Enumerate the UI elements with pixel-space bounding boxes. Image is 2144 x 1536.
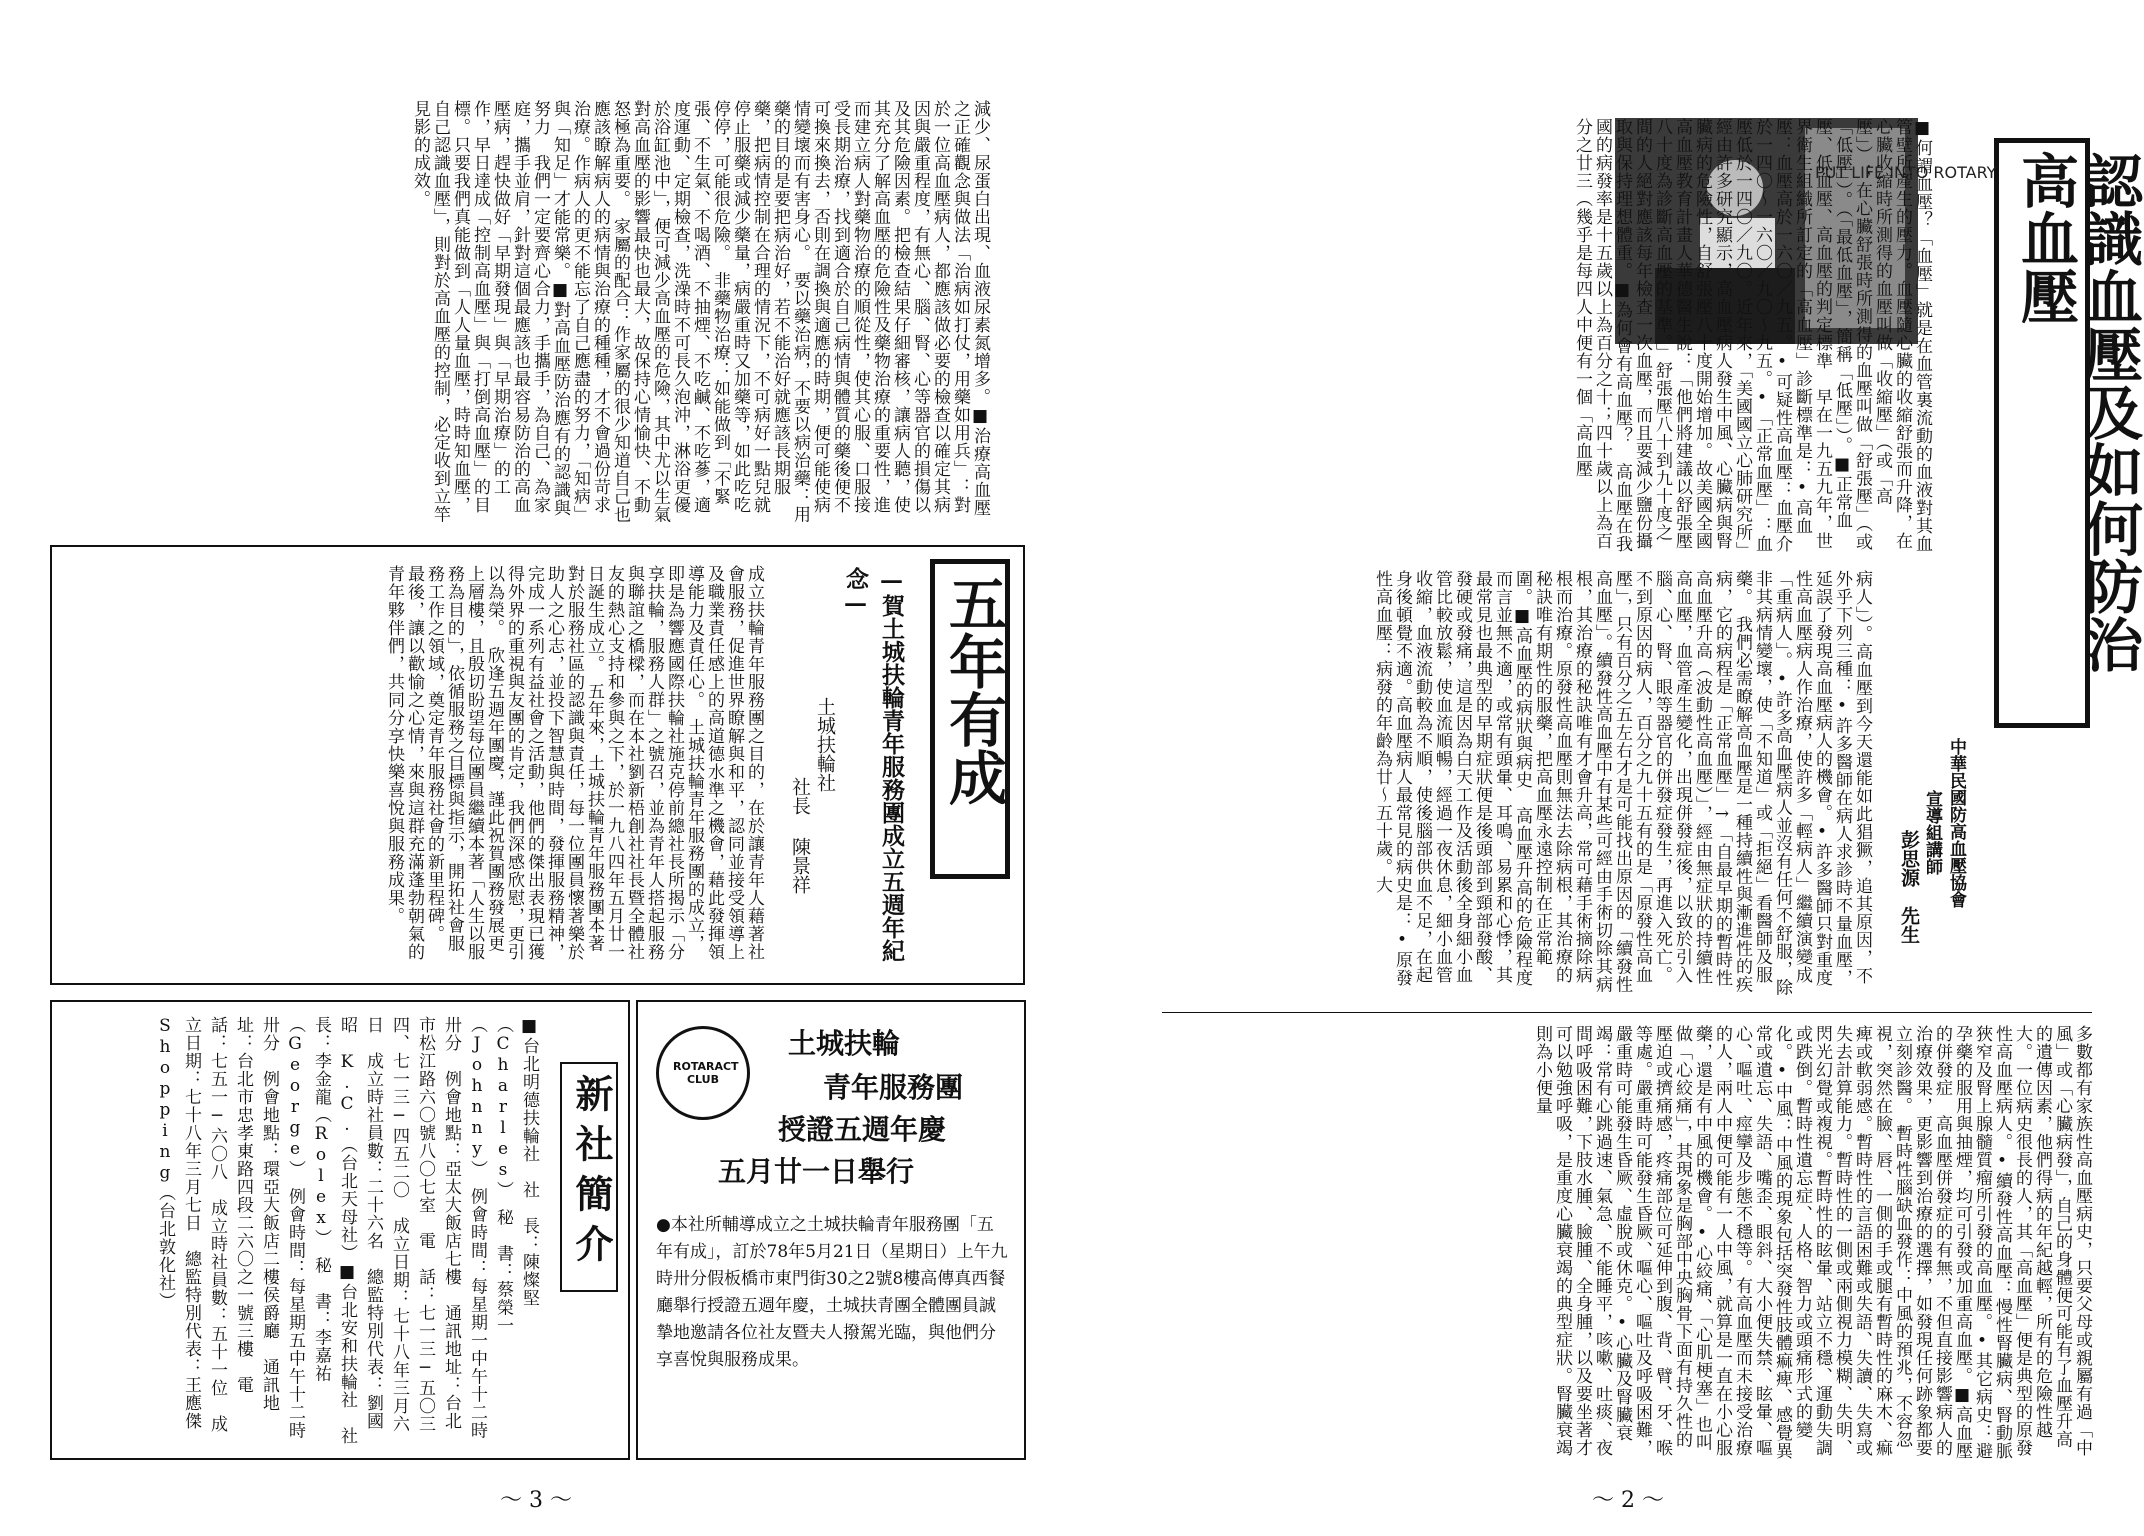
notice-title-1: 土城扶輪: [788, 1027, 901, 1060]
new-clubs-box: [50, 1000, 630, 1463]
feature-byline-club: 土城扶輪社: [814, 697, 836, 792]
feature-subtitle: —賀土城扶輪青年服務團成立五週年紀念—: [842, 567, 905, 962]
article-middle-text: 病人」）。高血壓到今天還能如此猖獗，追其原因，不外乎下列三種：•許多醫師在病人求診時不量血壓，延誤了發現高血壓病人的機會。•許多醫師只對重度性高血壓病人作治療，使許多「輕病人」繼續演變成「重病人」。•許多高血壓病人並沒有任何不舒服，除非其病情變壞，使「不知道」或「拒絕」看醫師及服藥。 我們必需瞭解高血壓是一種持續性與漸進性的疾病，它的病程是「正常血壓」→「自最早期的暫時性高血壓升高（波動性高血壓）」，經由無症狀的持續性高血壓，血管產生變化，出現併發症後，以致於引入腦、心、腎、眼等器官的併發症發生，再進入死亡。 不到原因的病人，百分之九十五有的是「原發性高血壓」，只有百分之五左右才是可能找出原因的「續發性高血壓」。續發性高血壓中有某些可經由手術切除其病根，其治療的秘訣唯有才會升高，常可藉手術摘除病根而治療。原發性高血壓則無法去除病根，其治療的秘訣唯有期性的服藥，把高血壓永遠控制在正常範圍。■高血壓的病狀與病史 高血壓升高的危險程度而言並無不適，或常有頭暈、耳鳴、易累和心悸，其最常見也最典型的早期症狀便是後頭部到頸部發酸、發硬或發痛，這是因為白天工作及活動後全身細小血管比較放鬆，使血流順暢，經過一夜休息，細小血管收縮，血液流動較為不順，使後腦部供血不足，在起身後頓覺不適。高血壓病人最常見的病史是：•原發性高血壓：病發的年齡為廿～五十歲。大: [1372, 570, 1872, 997]
new-clubs-heading-box: [560, 1062, 618, 1292]
new-clubs-text: ■台北明德扶輪社 社 長：陳燦堅（Charles） 秘 書：蔡榮一（Johnny） 例會時間：每星期一中午十二時卅分 例會地點：亞太大飯店七樓 通訊地址：台北市松江路六〇號八〇七室 電 話：七一三─五〇三四、七一三─四五二〇 成立日期：七十八年三月六日 成立時社員數：二十六名 總監特別代表：劉國昭 K.C.（台北天母社）■台北安和扶輪社 社 長：李金龍（Rolex） 秘 書：李嘉祐（George） 例會時間：每星期五中午十二時卅分 例會地點：環亞大飯店二樓侯爵廳 通訊地址：台北市忠孝東路四段二六〇之一號三樓 電 話：七五一─六〇八 成立時社員數：五十一位 成立日期：七十八年三月七日 總監特別代表：王應傑 Shopping（台北敦化社）: [155, 1016, 539, 1463]
article-title: 認識血壓及如何防治高血壓: [2011, 151, 2143, 673]
feature-text: 成立扶輪青年服務團之目的，在於讓青年人藉著社會服務，促進世界瞭解與和平，認同並接受領導上及職業責任感上的高道德水準之機會，藉此發揮領導能力及責任心。 土城扶輪青年服務團的成立，即是為響應國際扶輪社施克停前總社長所揭示「分享扶輪，服務人群」之號召，並為青年人搭起服務與聯誼之橋樑，而在本社劉新梧創社社長暨全體社友的熱心支持和參與之下，於一九八四年五月廿一日誕生成立。 五年來，土城扶輪青年服務團本著對於服務社區的認識與責任，每一位團員懷著樂於助人之心志，並投下智慧與時間，發揮服務精神，完成一系列有益社會之活動，他們的傑出表現已獲得外界的重視與友團的肯定，我們深感欣慰，更引以為榮。 欣逢五週年團慶，謹此祝賀團務發展更上層樓，且殷切盼望每位團員繼續本著「人生以服務為目的」，依循服務之目標與指示，開拓社會服務工作之領域，奠定青年服務社會的新里程碑。 最後，讓以歡愉之心情，來與這群充滿蓬勃朝氣的青年夥伴們，共同分享快樂喜悅與服務成果。: [384, 565, 764, 961]
page-two: [1072, 0, 2144, 1536]
notice-title-4: 五月廿一日舉行: [718, 1155, 915, 1188]
feature-title-box: [930, 559, 1010, 879]
notice-title-2: 青年服務團: [823, 1071, 964, 1104]
rotaract-logo-text: ROTARACT CLUB: [673, 1060, 739, 1086]
author-name: 彭思源 先生: [1898, 830, 1920, 944]
title-box: [1994, 138, 2143, 728]
feature-box: [50, 545, 1025, 985]
rotaract-logo: [656, 1026, 750, 1120]
page-number: ～ 3 ～: [500, 1488, 572, 1513]
notice-body: ●本社所輔導成立之土城扶輪青年服務團「五年有成」，訂於78年5月21日（星期日）上午九時卅分假板橋市東門街30之2號8樓高傳真西餐廳舉行授證五週年慶，土城扶青團全體團員誠摯地邀請各位社友暨夫人撥駕光臨，與他們分享喜悅與服務成果。: [656, 1215, 1008, 1370]
article-continued-text: 減少、尿蛋白出現、血液尿素氮增多。■治療高血壓之正確觀念與做法「治病如打仗，用藥如用兵」：對於一位高血壓病人，都應該做必要的檢查以確定其病因與嚴重程度，有無心、腦、腎、心等器官的損傷以及其危險因素。把檢查結果仔細審核，讓病人聽，使其充分了解高血壓的危險性及藥物治療的重要性，進而建立病人對藥物治療的順從性，使其心服、口服接受長期治療，找到適合於自己病情與體質的藥後便不可換來換去，否則在調換與適應的時期，便可能使病情變壞而有害身心。 要以藥治病，不要以病治藥：用藥的目的是要把病治好，若不能治好就應該長期服藥，把病情控制在合理的情況下，不可病好一點兒就停止服藥或減少藥量，病嚴重時又加藥等，如此吃吃停停，可能很危險。 非藥物治療：如能做到「不緊張、不生氣、不喝酒、不抽煙、不吃鹹、不吃蔘，適度運動、定期檢查，洗澡時不可長久泡沖，淋浴更優於浴缸池中」，便可減少高血壓的危險，其中尤以生氣對高血壓的影響最快也最大，故保持心情愉快、不動怒極為重要。 家屬的配合：作家屬的很少知道自己也應該瞭解病人的病情與治療的種種，才不會過份苛求治療。作病人的更不能忘了自己應盡的努力，「知病」與「知足」才能常樂。■對高血壓防治應有的認識與努力 我們一定要齊心合力，手攜手，為自己、為家庭，攜手並肩，針對這個最應該也最容易防治的高血壓病，趕快做好「早期發現」與「早期治療」的工作，早日達成「控制高血壓」與「打倒高血壓」的目標。只要我們真能做到「人人量血壓，時時知血壓，自己認識血壓」，則對於高血壓的控制，必定收到立竿見影的成效。: [410, 100, 990, 524]
photo-sign-text: PUT LIFE INTO ROTARY: [1815, 163, 1997, 182]
author-role: 宣導組講師: [1922, 790, 1942, 875]
article-bottom-text: 多數都有家族性高血壓病史，只要父母或親屬有過「中風」或「心臟病發」，自己的身體便可能有了血壓升高的遺傳因素，他們得病的年紀越輕，所有的危險性越大。一位病史很長的人，其「高血壓」便是典型的原發性高血壓病人。•續發性高血壓：慢性腎臟病、腎動脈狹窄及腎上腺髓質瘤所引發的高血壓。•其它病史：避孕藥的服用與抽煙，均可引發或加重高血壓。■高血壓的併發症 高血壓併發症的有無，不但直接影響病人的治療效果，更影響到治療的選擇，如發現任何跡象都要立刻診醫。 暫時性腦缺血發作：中風的預兆，不容忽視，突然在臉、唇、一側的手或腿有暫時性的麻木、痲痺或軟弱感。暫時性的言語困難或失語、失讀、失寫或失去計算能力。暫時性的一側或兩側視力模糊、失明、閃光幻覺或複視。暫時性的眩暈、站立不穩、運動失調或跌倒。暫時性遺忘症、人格、智力或頭痛形式的變化。•中風：中風的現象包括突發性肢體痲痺、感覺異常或遺忘、失語、嘴歪、眼斜、大小便失禁、眩暈、嘔心、嘔吐、痙攣及步態不穩等。有高血壓而未接受治療的人，兩人中便可能有一人中風，就算是一直在小心服藥，還是有中風的機會。•心絞痛、「心肌梗塞」也叫做「心絞痛」，其現象是胸部中央胸骨下面有持久性的壓迫或擠痛感，疼痛部位可延伸到腹、背、臂、牙、喉等處。嚴重時可能發生昏厥、嘔心、嘔吐及呼吸困難，嚴重時可能發生昏厥、虛脫或休克。•心臟及腎臟衰竭：常有心跳過速、氣急、不能睡平，咳嗽、吐痰、夜間呼吸困難，下肢水腫、臉腫、全身腫，以及要坐著才可以勉強呼吸，是重度心臟衰竭的典型症狀。腎臟衰竭則為小便量: [1532, 1025, 2092, 1460]
divider: [1162, 1012, 2092, 1013]
notice-box: [636, 1000, 1026, 1460]
new-clubs-heading: 新社簡介: [569, 1074, 614, 1274]
feature-byline-role: 社長: [789, 777, 811, 815]
article-top-text: ■何謂血壓？「血壓」就是在血管裏流動的血液對其血管壁所產生的壓力。血壓隨心臟的收縮舒張而升降，在心臟收縮時所測得的血壓叫做「收縮壓」（或「高壓」）；在心臟舒張時所測得的血壓叫做「舒張壓」（或「低壓」）。（「最低血壓」，簡稱「低壓」）。■正常血壓、低血壓、高血壓的判定標準 早在一九五九年，世界衛生組織所訂定的「高血壓」診斷標準是：•高血壓：血壓高於一六〇／九五。•可疑性高血壓：血壓介於一四〇～一六〇／九〇～九五。•「正常血壓」：血壓低於一四〇／九〇。近年來，「美國國立心肺研究所」經由許多研究顯示，高血壓病人發生中風、心臟病與腎臟病的危險性，自舒張壓八十度開始增加。故美國全國高血壓教育計畫人華德醫生說：「他們將建議以舒張壓八十度為診斷高血壓的基準。」舒張壓八十到九十度之間的人絕對應該每年檢查一次血壓，而且要減少鹽份攝取與保持理想體重。■為何會有高血壓？ 高血壓在我國的病發率是十五歲以上為百分之十；四十歲以上為百分之廿三（幾乎是每四人中便有一個「高血壓: [1572, 118, 1932, 553]
notice-title-3: 授證五週年慶: [778, 1113, 947, 1146]
feature-byline-name: 陳景祥: [789, 837, 811, 894]
feature-title: 五年有成: [939, 574, 1007, 806]
page-number: ～ 2 ～: [1592, 1488, 1664, 1513]
author-org: 中華民國防高血壓協會: [1946, 738, 1966, 908]
